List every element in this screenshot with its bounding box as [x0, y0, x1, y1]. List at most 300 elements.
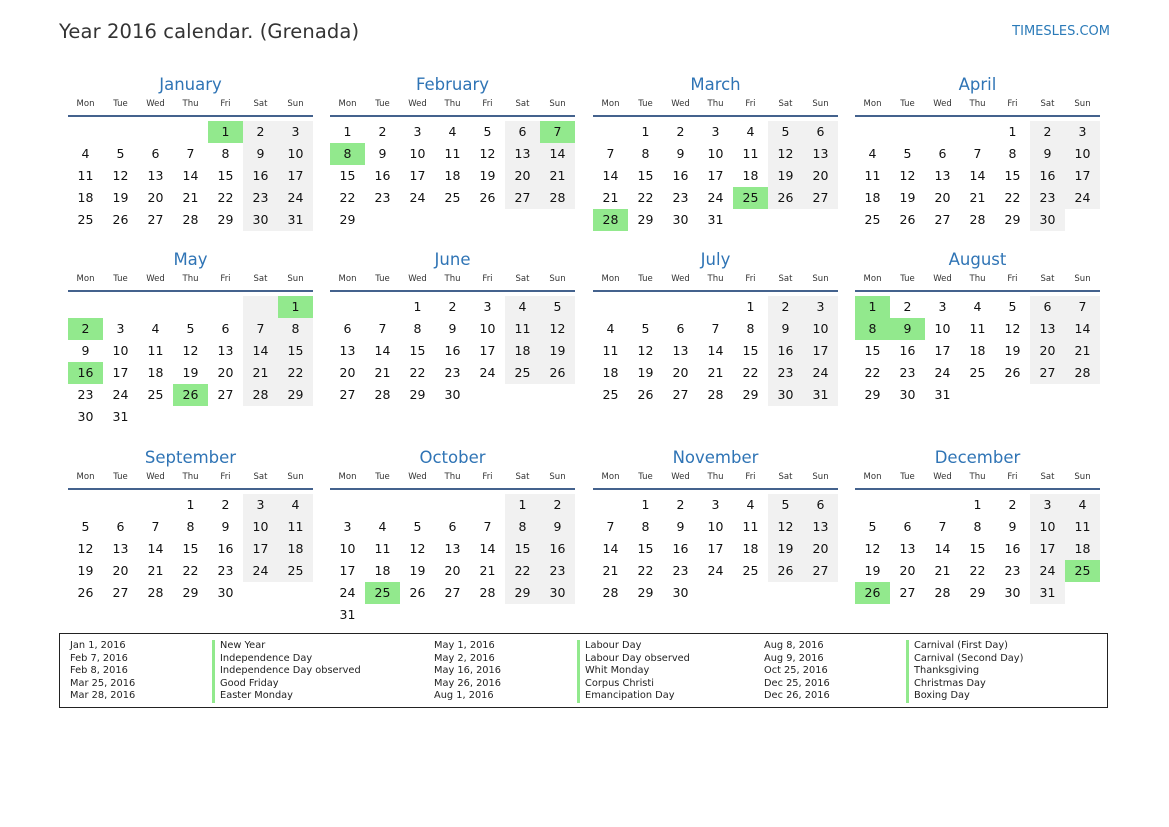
day-cell[interactable]: 13 — [803, 143, 838, 165]
day-cell[interactable]: 5 — [768, 121, 803, 143]
day-cell[interactable]: 20 — [1030, 340, 1065, 362]
day-cell[interactable]: 11 — [444, 146, 461, 161]
day-cell[interactable]: 20 — [112, 563, 129, 578]
day-cell[interactable]: 3 — [243, 494, 278, 516]
day-cell[interactable]: 8 — [413, 321, 422, 336]
day-cell[interactable]: 24 — [243, 560, 278, 582]
day-cell[interactable]: 5 — [641, 321, 650, 336]
day-cell[interactable]: 23 — [77, 387, 94, 402]
day-cell[interactable]: 26 — [112, 212, 129, 227]
day-cell[interactable]: 27 — [112, 585, 129, 600]
day-cell[interactable]: 17 — [479, 343, 496, 358]
day-cell[interactable]: 16 — [768, 340, 803, 362]
day-cell[interactable]: 17 — [934, 343, 951, 358]
day-cell[interactable]: 23 — [374, 190, 391, 205]
day-cell[interactable]: 6 — [448, 519, 457, 534]
day-cell[interactable]: 3 — [483, 299, 492, 314]
day-cell[interactable]: 1 — [746, 299, 755, 314]
day-cell[interactable]: 16 — [1030, 165, 1065, 187]
day-cell[interactable]: 12 — [112, 168, 129, 183]
day-cell[interactable]: 12 — [899, 168, 916, 183]
day-cell[interactable]: 25 — [444, 190, 461, 205]
day-cell[interactable]: 19 — [182, 365, 199, 380]
day-cell[interactable]: 27 — [444, 585, 461, 600]
day-cell[interactable]: 15 — [182, 541, 199, 556]
day-cell[interactable]: 13 — [1030, 318, 1065, 340]
day-cell[interactable]: 26 — [409, 585, 426, 600]
day-cell[interactable]: 14 — [602, 168, 619, 183]
day-cell[interactable]: 19 — [77, 563, 94, 578]
day-cell[interactable]: 21 — [374, 365, 391, 380]
day-cell[interactable]: 18 — [505, 340, 540, 362]
day-cell[interactable]: 27 — [803, 187, 838, 209]
day-cell[interactable]: 25 — [365, 582, 400, 604]
day-cell[interactable]: 22 — [969, 563, 986, 578]
day-cell[interactable]: 1 — [973, 497, 982, 512]
day-cell[interactable]: 12 — [637, 343, 654, 358]
day-cell[interactable]: 13 — [899, 541, 916, 556]
day-cell[interactable]: 22 — [339, 190, 356, 205]
day-cell[interactable]: 12 — [864, 541, 881, 556]
day-cell[interactable]: 18 — [444, 168, 461, 183]
day-cell[interactable]: 23 — [672, 563, 689, 578]
day-cell[interactable]: 9 — [540, 516, 575, 538]
day-cell[interactable]: 2 — [768, 296, 803, 318]
day-cell[interactable]: 4 — [278, 494, 313, 516]
day-cell[interactable]: 10 — [707, 146, 724, 161]
day-cell[interactable]: 23 — [1030, 187, 1065, 209]
day-cell[interactable]: 3 — [803, 296, 838, 318]
day-cell[interactable]: 13 — [217, 343, 234, 358]
day-cell[interactable]: 15 — [637, 541, 654, 556]
day-cell[interactable]: 9 — [676, 146, 685, 161]
day-cell[interactable]: 15 — [278, 340, 313, 362]
day-cell[interactable]: 23 — [1004, 563, 1021, 578]
day-cell[interactable]: 16 — [243, 165, 278, 187]
day-cell[interactable]: 13 — [147, 168, 164, 183]
day-cell[interactable]: 18 — [147, 365, 164, 380]
day-cell[interactable]: 3 — [343, 519, 352, 534]
day-cell[interactable]: 9 — [221, 519, 230, 534]
day-cell[interactable]: 31 — [803, 384, 838, 406]
day-cell[interactable]: 27 — [899, 585, 916, 600]
day-cell[interactable]: 2 — [676, 124, 685, 139]
day-cell[interactable]: 4 — [746, 124, 755, 139]
day-cell[interactable]: 14 — [243, 340, 278, 362]
day-cell[interactable]: 3 — [711, 124, 720, 139]
day-cell[interactable]: 24 — [479, 365, 496, 380]
day-cell[interactable]: 15 — [864, 343, 881, 358]
day-cell[interactable]: 18 — [742, 168, 759, 183]
day-cell[interactable]: 30 — [243, 209, 278, 231]
day-cell[interactable]: 6 — [676, 321, 685, 336]
day-cell[interactable]: 6 — [903, 519, 912, 534]
day-cell[interactable]: 13 — [339, 343, 356, 358]
day-cell[interactable]: 5 — [186, 321, 195, 336]
day-cell[interactable]: 10 — [409, 146, 426, 161]
day-cell[interactable]: 3 — [1030, 494, 1065, 516]
day-cell[interactable]: 8 — [855, 318, 890, 340]
day-cell[interactable]: 7 — [973, 146, 982, 161]
day-cell[interactable]: 21 — [969, 190, 986, 205]
day-cell[interactable]: 8 — [973, 519, 982, 534]
day-cell[interactable]: 21 — [479, 563, 496, 578]
day-cell[interactable]: 11 — [864, 168, 881, 183]
day-cell[interactable]: 10 — [934, 321, 951, 336]
day-cell[interactable]: 18 — [602, 365, 619, 380]
day-cell[interactable]: 11 — [147, 343, 164, 358]
day-cell[interactable]: 24 — [339, 585, 356, 600]
day-cell[interactable]: 2 — [903, 299, 912, 314]
day-cell[interactable]: 9 — [890, 318, 925, 340]
day-cell[interactable]: 1 — [413, 299, 422, 314]
day-cell[interactable]: 3 — [938, 299, 947, 314]
day-cell[interactable]: 8 — [1008, 146, 1017, 161]
day-cell[interactable]: 28 — [969, 212, 986, 227]
day-cell[interactable]: 27 — [147, 212, 164, 227]
day-cell[interactable]: 31 — [112, 409, 129, 424]
day-cell[interactable]: 2 — [68, 318, 103, 340]
day-cell[interactable]: 12 — [77, 541, 94, 556]
day-cell[interactable]: 14 — [479, 541, 496, 556]
day-cell[interactable]: 7 — [243, 318, 278, 340]
day-cell[interactable]: 23 — [768, 362, 803, 384]
day-cell[interactable]: 7 — [606, 146, 615, 161]
day-cell[interactable]: 21 — [243, 362, 278, 384]
day-cell[interactable]: 24 — [1030, 560, 1065, 582]
day-cell[interactable]: 30 — [899, 387, 916, 402]
day-cell[interactable]: 11 — [1065, 516, 1100, 538]
day-cell[interactable]: 5 — [413, 519, 422, 534]
day-cell[interactable]: 6 — [505, 121, 540, 143]
day-cell[interactable]: 25 — [742, 563, 759, 578]
day-cell[interactable]: 7 — [151, 519, 160, 534]
day-cell[interactable]: 23 — [444, 365, 461, 380]
day-cell[interactable]: 29 — [969, 585, 986, 600]
day-cell[interactable]: 31 — [707, 212, 724, 227]
day-cell[interactable]: 20 — [444, 563, 461, 578]
day-cell[interactable]: 13 — [934, 168, 951, 183]
day-cell[interactable]: 18 — [1065, 538, 1100, 560]
day-cell[interactable]: 18 — [742, 541, 759, 556]
day-cell[interactable]: 25 — [602, 387, 619, 402]
day-cell[interactable]: 21 — [707, 365, 724, 380]
day-cell[interactable]: 28 — [602, 585, 619, 600]
day-cell[interactable]: 12 — [768, 516, 803, 538]
day-cell[interactable]: 6 — [803, 121, 838, 143]
day-cell[interactable]: 18 — [77, 190, 94, 205]
day-cell[interactable]: 29 — [637, 212, 654, 227]
day-cell[interactable]: 23 — [672, 190, 689, 205]
day-cell[interactable]: 4 — [151, 321, 160, 336]
day-cell[interactable]: 22 — [637, 563, 654, 578]
day-cell[interactable]: 3 — [278, 121, 313, 143]
day-cell[interactable]: 26 — [899, 212, 916, 227]
day-cell[interactable]: 29 — [637, 585, 654, 600]
day-cell[interactable]: 17 — [409, 168, 426, 183]
day-cell[interactable]: 7 — [711, 321, 720, 336]
day-cell[interactable]: 6 — [1030, 296, 1065, 318]
day-cell[interactable]: 8 — [278, 318, 313, 340]
day-cell[interactable]: 4 — [505, 296, 540, 318]
day-cell[interactable]: 19 — [864, 563, 881, 578]
day-cell[interactable]: 24 — [409, 190, 426, 205]
day-cell[interactable]: 25 — [969, 365, 986, 380]
day-cell[interactable]: 25 — [864, 212, 881, 227]
day-cell[interactable]: 7 — [540, 121, 575, 143]
day-cell[interactable]: 17 — [243, 538, 278, 560]
day-cell[interactable]: 7 — [186, 146, 195, 161]
day-cell[interactable]: 26 — [479, 190, 496, 205]
day-cell[interactable]: 19 — [637, 365, 654, 380]
day-cell[interactable]: 15 — [969, 541, 986, 556]
day-cell[interactable]: 23 — [217, 563, 234, 578]
day-cell[interactable]: 9 — [81, 343, 90, 358]
day-cell[interactable]: 23 — [899, 365, 916, 380]
day-cell[interactable]: 15 — [1004, 168, 1021, 183]
day-cell[interactable]: 25 — [147, 387, 164, 402]
day-cell[interactable]: 1 — [1008, 124, 1017, 139]
day-cell[interactable]: 9 — [768, 318, 803, 340]
day-cell[interactable]: 21 — [602, 563, 619, 578]
day-cell[interactable]: 28 — [707, 387, 724, 402]
day-cell[interactable]: 17 — [707, 168, 724, 183]
day-cell[interactable]: 4 — [973, 299, 982, 314]
day-cell[interactable]: 5 — [868, 519, 877, 534]
day-cell[interactable]: 28 — [593, 209, 628, 231]
day-cell[interactable]: 10 — [112, 343, 129, 358]
day-cell[interactable]: 30 — [768, 384, 803, 406]
day-cell[interactable]: 16 — [444, 343, 461, 358]
day-cell[interactable]: 26 — [768, 560, 803, 582]
day-cell[interactable]: 24 — [707, 190, 724, 205]
day-cell[interactable]: 1 — [208, 121, 243, 143]
day-cell[interactable]: 20 — [339, 365, 356, 380]
day-cell[interactable]: 14 — [147, 541, 164, 556]
day-cell[interactable]: 10 — [339, 541, 356, 556]
day-cell[interactable]: 4 — [1065, 494, 1100, 516]
day-cell[interactable]: 11 — [77, 168, 94, 183]
day-cell[interactable]: 27 — [934, 212, 951, 227]
day-cell[interactable]: 22 — [1004, 190, 1021, 205]
day-cell[interactable]: 7 — [378, 321, 387, 336]
day-cell[interactable]: 6 — [116, 519, 125, 534]
day-cell[interactable]: 24 — [278, 187, 313, 209]
day-cell[interactable]: 28 — [374, 387, 391, 402]
day-cell[interactable]: 9 — [1030, 143, 1065, 165]
day-cell[interactable]: 28 — [147, 585, 164, 600]
day-cell[interactable]: 29 — [217, 212, 234, 227]
day-cell[interactable]: 25 — [278, 560, 313, 582]
day-cell[interactable]: 17 — [707, 541, 724, 556]
day-cell[interactable]: 16 — [217, 541, 234, 556]
day-cell[interactable]: 4 — [378, 519, 387, 534]
day-cell[interactable]: 5 — [540, 296, 575, 318]
day-cell[interactable]: 19 — [768, 165, 803, 187]
day-cell[interactable]: 28 — [934, 585, 951, 600]
day-cell[interactable]: 8 — [221, 146, 230, 161]
day-cell[interactable]: 29 — [339, 212, 356, 227]
day-cell[interactable]: 13 — [444, 541, 461, 556]
day-cell[interactable]: 19 — [409, 563, 426, 578]
day-cell[interactable]: 11 — [374, 541, 391, 556]
day-cell[interactable]: 5 — [1008, 299, 1017, 314]
day-cell[interactable]: 18 — [864, 190, 881, 205]
day-cell[interactable]: 19 — [112, 190, 129, 205]
day-cell[interactable]: 11 — [602, 343, 619, 358]
day-cell[interactable]: 22 — [278, 362, 313, 384]
day-cell[interactable]: 22 — [505, 560, 540, 582]
day-cell[interactable]: 17 — [112, 365, 129, 380]
day-cell[interactable]: 6 — [343, 321, 352, 336]
day-cell[interactable]: 14 — [707, 343, 724, 358]
day-cell[interactable]: 22 — [409, 365, 426, 380]
day-cell[interactable]: 6 — [151, 146, 160, 161]
day-cell[interactable]: 14 — [540, 143, 575, 165]
day-cell[interactable]: 11 — [278, 516, 313, 538]
day-cell[interactable]: 7 — [938, 519, 947, 534]
day-cell[interactable]: 26 — [77, 585, 94, 600]
day-cell[interactable]: 9 — [378, 146, 387, 161]
day-cell[interactable]: 1 — [505, 494, 540, 516]
day-cell[interactable]: 10 — [707, 519, 724, 534]
day-cell[interactable]: 16 — [374, 168, 391, 183]
day-cell[interactable]: 17 — [1030, 538, 1065, 560]
day-cell[interactable]: 10 — [278, 143, 313, 165]
day-cell[interactable]: 21 — [147, 563, 164, 578]
site-link[interactable]: TIMESLES.COM — [1012, 24, 1110, 39]
day-cell[interactable]: 15 — [339, 168, 356, 183]
day-cell[interactable]: 1 — [186, 497, 195, 512]
day-cell[interactable]: 7 — [606, 519, 615, 534]
day-cell[interactable]: 5 — [903, 146, 912, 161]
day-cell[interactable]: 24 — [934, 365, 951, 380]
day-cell[interactable]: 15 — [505, 538, 540, 560]
day-cell[interactable]: 4 — [746, 497, 755, 512]
day-cell[interactable]: 25 — [733, 187, 768, 209]
day-cell[interactable]: 24 — [803, 362, 838, 384]
day-cell[interactable]: 16 — [540, 538, 575, 560]
day-cell[interactable]: 12 — [182, 343, 199, 358]
day-cell[interactable]: 10 — [1030, 516, 1065, 538]
day-cell[interactable]: 20 — [672, 365, 689, 380]
day-cell[interactable]: 27 — [803, 560, 838, 582]
day-cell[interactable]: 28 — [540, 187, 575, 209]
day-cell[interactable]: 11 — [969, 321, 986, 336]
day-cell[interactable]: 22 — [182, 563, 199, 578]
day-cell[interactable]: 12 — [409, 541, 426, 556]
day-cell[interactable]: 29 — [742, 387, 759, 402]
day-cell[interactable]: 30 — [672, 212, 689, 227]
day-cell[interactable]: 19 — [768, 538, 803, 560]
day-cell[interactable]: 27 — [505, 187, 540, 209]
day-cell[interactable]: 2 — [1008, 497, 1017, 512]
day-cell[interactable]: 15 — [409, 343, 426, 358]
day-cell[interactable]: 30 — [1004, 585, 1021, 600]
day-cell[interactable]: 20 — [505, 165, 540, 187]
day-cell[interactable]: 24 — [1065, 187, 1100, 209]
day-cell[interactable]: 21 — [602, 190, 619, 205]
day-cell[interactable]: 25 — [1065, 560, 1100, 582]
day-cell[interactable]: 28 — [182, 212, 199, 227]
day-cell[interactable]: 8 — [505, 516, 540, 538]
day-cell[interactable]: 15 — [637, 168, 654, 183]
day-cell[interactable]: 10 — [1065, 143, 1100, 165]
day-cell[interactable]: 5 — [116, 146, 125, 161]
day-cell[interactable]: 4 — [448, 124, 457, 139]
day-cell[interactable]: 2 — [540, 494, 575, 516]
day-cell[interactable]: 2 — [378, 124, 387, 139]
day-cell[interactable]: 2 — [221, 497, 230, 512]
day-cell[interactable]: 16 — [899, 343, 916, 358]
day-cell[interactable]: 5 — [483, 124, 492, 139]
day-cell[interactable]: 21 — [1065, 340, 1100, 362]
day-cell[interactable]: 10 — [803, 318, 838, 340]
day-cell[interactable]: 19 — [540, 340, 575, 362]
day-cell[interactable]: 10 — [479, 321, 496, 336]
day-cell[interactable]: 11 — [742, 146, 759, 161]
day-cell[interactable]: 12 — [479, 146, 496, 161]
day-cell[interactable]: 22 — [637, 190, 654, 205]
day-cell[interactable]: 16 — [68, 362, 103, 384]
day-cell[interactable]: 8 — [330, 143, 365, 165]
day-cell[interactable]: 31 — [1030, 582, 1065, 604]
day-cell[interactable]: 5 — [81, 519, 90, 534]
day-cell[interactable]: 27 — [672, 387, 689, 402]
day-cell[interactable]: 1 — [641, 497, 650, 512]
day-cell[interactable]: 18 — [969, 343, 986, 358]
day-cell[interactable]: 8 — [186, 519, 195, 534]
day-cell[interactable]: 13 — [803, 516, 838, 538]
day-cell[interactable]: 17 — [1065, 165, 1100, 187]
day-cell[interactable]: 3 — [711, 497, 720, 512]
day-cell[interactable]: 22 — [864, 365, 881, 380]
day-cell[interactable]: 21 — [934, 563, 951, 578]
day-cell[interactable]: 27 — [339, 387, 356, 402]
day-cell[interactable]: 9 — [676, 519, 685, 534]
day-cell[interactable]: 9 — [1008, 519, 1017, 534]
day-cell[interactable]: 29 — [409, 387, 426, 402]
day-cell[interactable]: 26 — [637, 387, 654, 402]
day-cell[interactable]: 23 — [243, 187, 278, 209]
day-cell[interactable]: 14 — [374, 343, 391, 358]
day-cell[interactable]: 21 — [182, 190, 199, 205]
day-cell[interactable]: 4 — [81, 146, 90, 161]
day-cell[interactable]: 31 — [934, 387, 951, 402]
day-cell[interactable]: 26 — [540, 362, 575, 384]
day-cell[interactable]: 2 — [243, 121, 278, 143]
day-cell[interactable]: 19 — [1004, 343, 1021, 358]
day-cell[interactable]: 14 — [182, 168, 199, 183]
day-cell[interactable]: 8 — [746, 321, 755, 336]
day-cell[interactable]: 6 — [803, 494, 838, 516]
day-cell[interactable]: 20 — [803, 538, 838, 560]
day-cell[interactable]: 1 — [278, 296, 313, 318]
day-cell[interactable]: 18 — [278, 538, 313, 560]
day-cell[interactable]: 29 — [864, 387, 881, 402]
day-cell[interactable]: 17 — [339, 563, 356, 578]
day-cell[interactable]: 14 — [969, 168, 986, 183]
day-cell[interactable]: 2 — [448, 299, 457, 314]
day-cell[interactable]: 14 — [602, 541, 619, 556]
day-cell[interactable]: 1 — [343, 124, 352, 139]
day-cell[interactable]: 27 — [217, 387, 234, 402]
day-cell[interactable]: 9 — [448, 321, 457, 336]
day-cell[interactable]: 12 — [1004, 321, 1021, 336]
day-cell[interactable]: 26 — [1004, 365, 1021, 380]
day-cell[interactable]: 20 — [217, 365, 234, 380]
day-cell[interactable]: 25 — [505, 362, 540, 384]
